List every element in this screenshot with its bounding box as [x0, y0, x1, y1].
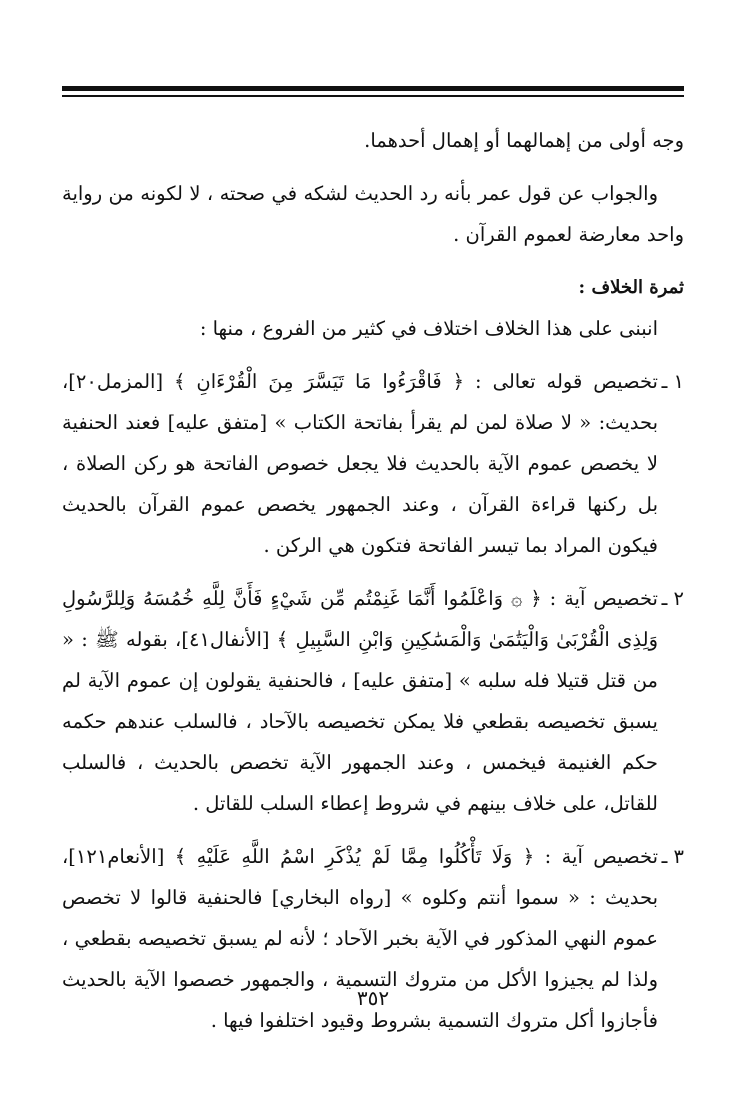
page-body: [62, 120, 684, 1041]
header-thin-rule: [62, 95, 684, 97]
list-item-number: ١ ـ: [661, 370, 684, 393]
list-item-text: تخصيص آية : ﴿ ۞ وَاعْلَمُوا أَنَّمَا غَنِمْتُم مِّن شَيْءٍ فَأَنَّ لِلَّهِ خُمُسَهُ وَلِلرَّسُولِ وَلِذِى الْقُرْبَىٰ وَالْيَتَٰمَىٰ وَالْمَسَٰكِينِ وَابْنِ السَّبِيلِ ﴾ [الأنفال٤١]، بقوله ﷺ : « من قتل قتيلا فله سلبه » [متفق عليه] ، فالحنفية يقولون إن عموم الآية لم يسبق تخصيصه بقطعي فلا يمكن تخصيصه بالآحاد ، فالسلب عندهم حكمه حكم الغنيمة فيخمس ، وعند الجمهور الآية تخصص بالحديث ، فالسلب للقاتل، على خلاف بينهم في شروط إعطاء السلب للقاتل .: [62, 587, 658, 815]
header-thick-rule: [62, 86, 684, 91]
paragraph-intro: انبنى على هذا الخلاف اختلاف في كثير من الفروع ، منها :: [199, 317, 658, 340]
list-item-text: تخصيص آية : ﴿ وَلَا تَأْكُلُوا مِمَّا لَمْ يُذْكَرِ اسْمُ اللَّهِ عَلَيْهِ ﴾ [الأنعام١٢١]، بحديث : « سموا أنتم وكلوه » [رواه البخاري] فالحنفية قالوا لا تخصص عموم النهي المذكور في الآية بخبر الآحاد ؛ لأنه لم يسبق تخصيصه بقطعي ، ولذا لم يجيزوا الأكل من متروك التسمية ، والجمهور خصصوا الآية بالحديث فأجازوا أكل متروك التسمية بشروط وقيود اختلفوا فيها .: [62, 845, 658, 1032]
list-item-number: ٣ ـ: [661, 845, 684, 868]
list-item-text: تخصيص قوله تعالى : ﴿ فَاقْرَءُوا مَا تَيَسَّرَ مِنَ الْقُرْءَانِ ﴾ [المزمل٢٠]، بحديث: « لا صلاة لمن لم يقرأ بفاتحة الكتاب » [متفق عليه] فعند الحنفية لا يخصص عموم الآية بالحديث فلا يجعل خصوص الفاتحة هو ركن الصلاة ، بل ركنها قراءة القرآن ، وعند الجمهور يخصص عموم القرآن بالحديث فيكون المراد بما تيسر الفاتحة فتكون هي الركن .: [62, 370, 658, 557]
paragraph-answer: والجواب عن قول عمر بأنه رد الحديث لشكه في صحته ، لا لكونه من رواية واحد معارضة لعموم القرآن .: [62, 182, 684, 246]
list-item: [62, 836, 684, 1041]
list-item-number: ٢ ـ: [661, 587, 684, 610]
paragraph-continuation: وجه أولى من إهمالهما أو إهمال أحدهما.: [364, 129, 684, 152]
list-item: [62, 361, 684, 566]
page-number: ٣٥٢: [356, 986, 390, 1010]
list-item: [62, 578, 684, 824]
section-heading: ثمرة الخلاف :: [578, 277, 684, 298]
